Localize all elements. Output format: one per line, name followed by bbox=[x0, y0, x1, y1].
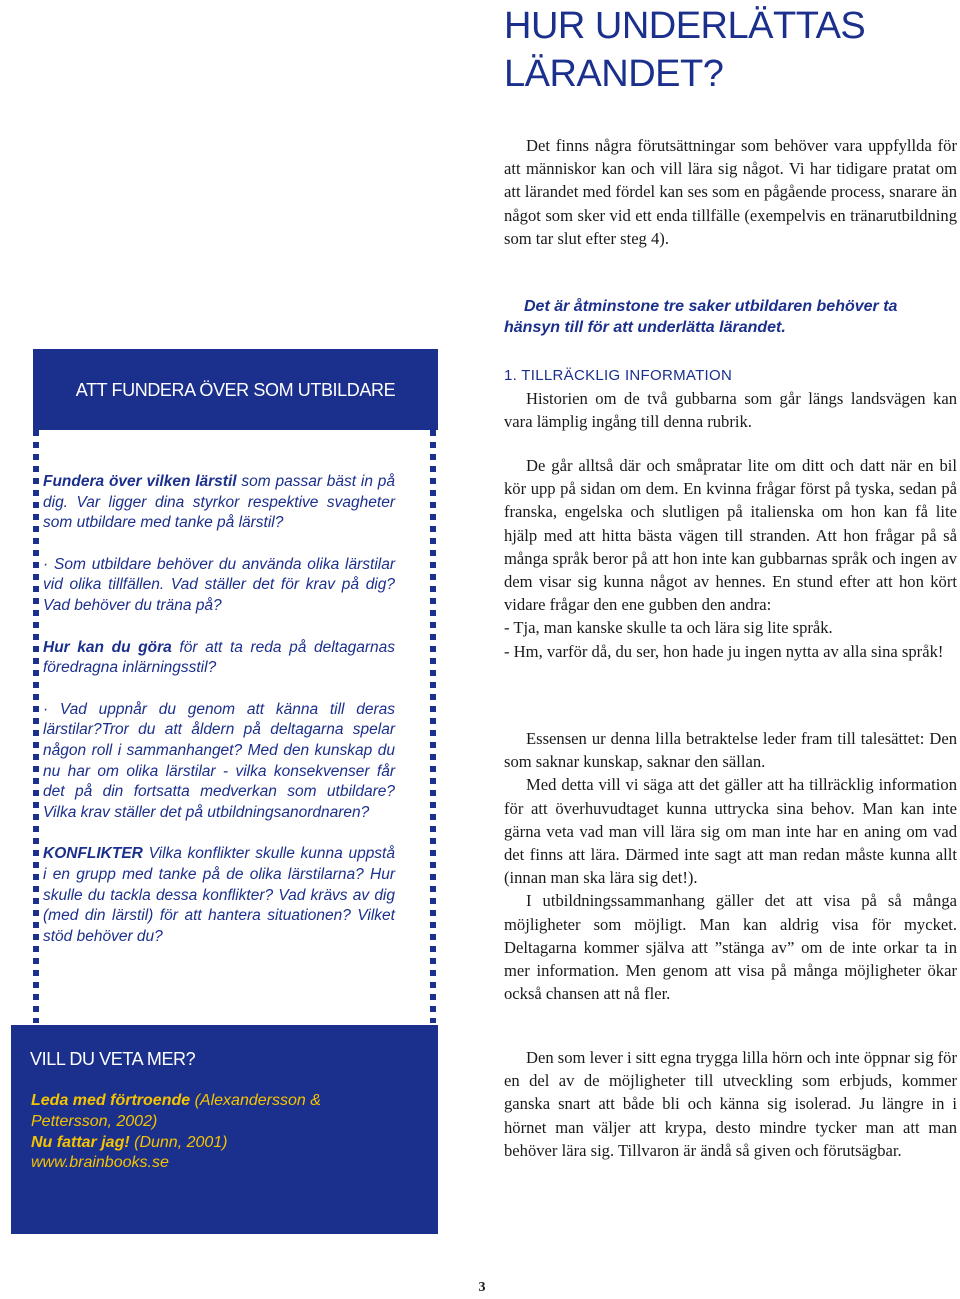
page-title bbox=[504, 2, 954, 98]
reflect-heading: ATT FUNDERA ÖVER SOM UTBILDARE bbox=[75, 380, 396, 400]
section-label: 1. TILLRÄCKLIG INFORMATION bbox=[504, 367, 733, 384]
dotted-border-right bbox=[430, 430, 436, 1023]
reference-2-detail: (Dunn, 2001) bbox=[129, 1133, 228, 1151]
story-paragraph: De går alltså där och småpratar lite om ditt och datt när en bil kör upp på sidan om dem. En kvinna frågar först på tyska, sedan på franska, engelska och slutligen på italienska om hon kan få lite hjälp med att hitta bästa vägen till stranden. Att hon frågar på så många språk beror på att hon inte kan gubbarnas språk och ingen av dem visar sig kunna något av hennes. En stund efter att hon kört vidare frågar den ene gubben den andra: bbox=[504, 456, 957, 615]
dotted-border-left bbox=[33, 430, 39, 1023]
section-information bbox=[504, 364, 957, 434]
reflect-question-4: · Vad uppnår du genom att känna till deras lärstilar?Tror du att åldern på deltagarna spelar någon roll i sammanhanget? Med den kunskap du nu har om olika lärstilar - vilka konsekvenser får det på din fortsatta medverkan som utbildare? Vilka krav ställer det på utbildningsanordnaren? bbox=[43, 700, 395, 821]
reflect-question-3: Hur kan du göra för att ta reda på deltagarnas föredragna inlärningsstil? bbox=[43, 638, 395, 677]
reflect-question-5: KONFLIKTER Vilka konflikter skulle kunna uppstå i en grupp med tanke på de olika lärstilarna? Hur skulle du tackla dessa konflikter? Vad krävs av dig (med din lärstil) för att hantera situationen? Vilket stöd behöver du? bbox=[43, 845, 395, 945]
more-info-box bbox=[11, 1025, 438, 1234]
reflect-question-1: Fundera över vilken lärstil som passar bäst in på dig. Var ligger dina styrkor respektive svagheter som utbildare med tanke på lärstil? bbox=[43, 473, 395, 532]
closing-paragraph: Den som lever i sitt egna trygga lilla hörn och inte öppnar sig för en del av de möjligheter till utveckling som erbjuds, kommer ganska snart att både bli och känna sig isolerad. Ju längre in i hörnet man väljer att krypa, desto mindre tycker man att man behöver lära sig. Tillvaron är ändå så given och förutsägbar. bbox=[504, 1048, 957, 1160]
reflect-header-box bbox=[33, 349, 438, 430]
essence bbox=[504, 727, 957, 1005]
page-number: 3 bbox=[478, 1280, 486, 1295]
story bbox=[504, 454, 957, 663]
reflect-questions bbox=[43, 472, 395, 968]
page-title-line1: HUR UNDERLÄTTAS bbox=[504, 5, 866, 47]
page-title-line2: LÄRANDET? bbox=[504, 53, 724, 95]
story-dialog-2: - Hm, varför då, du ser, hon hade ju ingen nytta av alla sina språk! bbox=[504, 641, 944, 661]
reflect-question-2: · Som utbildare behöver du använda olika lärstilar vid olika tillfällen. Vad ställer det för krav på dig? Vad behöver du träna på? bbox=[43, 555, 395, 614]
reference-1-title: Leda med förtroende bbox=[31, 1092, 191, 1109]
intro-paragraph: Det finns några förutsättningar som behöver vara uppfyllda för att människor kan och vill lära sig något. Vi har tidigare pratat om att lärandet med fördel kan ses som en pågående process, snarare än något som sker vid ett enda tillfälle (exempelvis en tränarutbildning som tar slut efter steg 4). bbox=[504, 136, 957, 248]
story-dialog-1: - Tja, man kanske skulle ta och lära sig lite språk. bbox=[504, 618, 833, 638]
reference-2-title: Nu fattar jag! bbox=[31, 1133, 130, 1151]
reference-link[interactable]: www.brainbooks.se bbox=[31, 1154, 169, 1172]
subheading: Det är åtminstone tre saker utbildaren behöver ta hänsyn till för att underlätta lärandet. bbox=[504, 298, 898, 336]
essence-paragraph-3: I utbildningssammanhang gäller det att visa på så många möjligheter som möjligt. Man kan aldrig visa för mycket. Deltagarna kommer själva att ”stänga av” om de inte orkar ta in mer information. Men genom att visa på många möjligheter ökar också chansen att nå fler. bbox=[504, 891, 957, 1004]
essence-paragraph-2: Med detta vill vi säga att det gäller att ha tillräcklig information för att överhuvudtaget kunna uttrycka sina behov. Man kan inte gärna veta vad man vill lära sig om man inte har en aning om vad det finns att lära. Därmed inte sagt att man redan måste kunna allt (innan man ska lära sig det!). bbox=[504, 775, 957, 888]
reference-1-detail: (Alexandersson & Pettersson, 2002) bbox=[31, 1092, 321, 1130]
essence-paragraph-1: Essensen ur denna lilla betraktelse leder fram till talesättet: Den som saknar kunskap, saknar den sällan. bbox=[504, 729, 957, 772]
section-intro: Historien om de två gubbarna som går längs landsvägen kan vara lämplig ingång till denna rubrik. bbox=[504, 389, 957, 432]
reference-list bbox=[31, 1091, 361, 1174]
more-info-heading: VILL DU VETA MER? bbox=[30, 1049, 196, 1069]
